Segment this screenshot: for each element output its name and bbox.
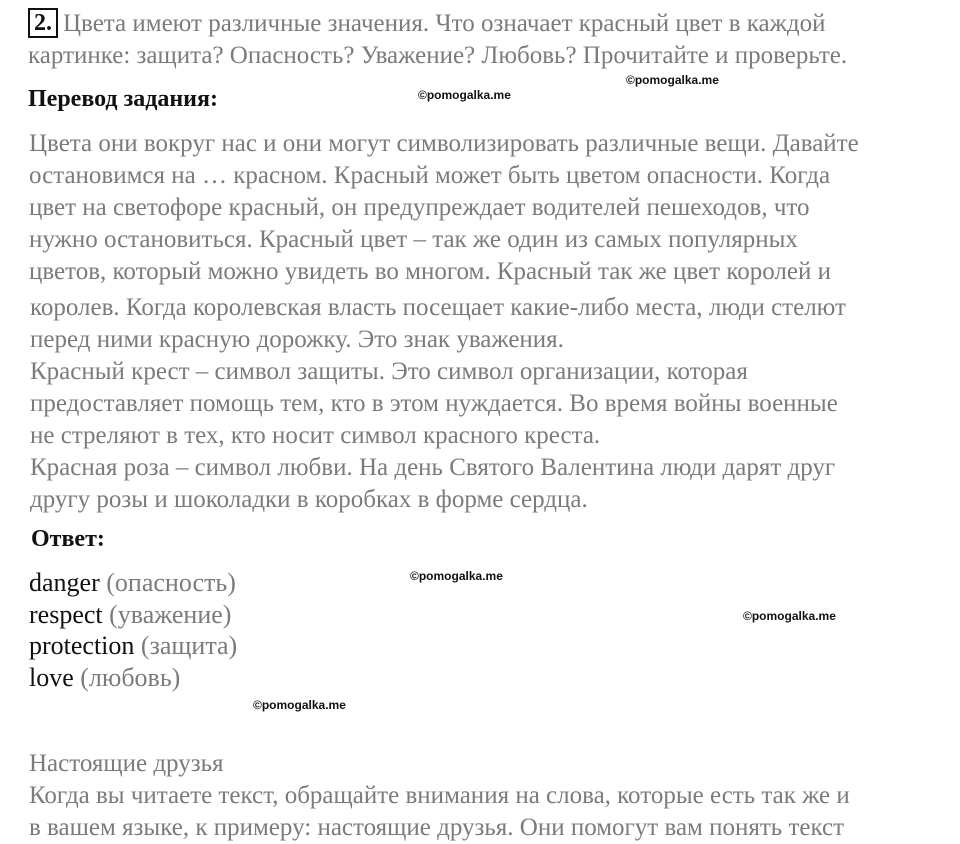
- paragraph-line: цветов, который можно увидеть во многом. Красный так же цвет королей и: [29, 258, 831, 285]
- answer-heading: Ответ:: [31, 526, 105, 552]
- paragraph-line: предоставляет помощь тем, кто в этом нуждается. Во время войны военные: [30, 390, 838, 417]
- paragraph-line: в вашем языке, к примеру: настоящие друзья. Они помогут вам понять текст: [29, 814, 845, 841]
- paragraph-line: Красный крест – символ защиты. Это символ организации, которая: [30, 358, 748, 385]
- answer-russian: (защита): [140, 631, 238, 660]
- answer-russian: (уважение): [109, 599, 232, 629]
- watermark: ©pomogalka.me: [626, 73, 719, 87]
- answer-english: danger: [29, 568, 100, 597]
- answer-list: [29, 567, 237, 693]
- paragraph-line: Красная роза – символ любви. На день Святого Валентина люди дарят друг: [30, 454, 836, 481]
- task-line: картинке: защита? Опасность? Уважение? Любовь? Прочитайте и проверьте.: [28, 42, 848, 69]
- answer-item: [29, 662, 237, 694]
- answer-item: [29, 599, 237, 631]
- answer-english: protection: [29, 631, 135, 660]
- translation-paragraph: [29, 128, 949, 288]
- paragraph-line: не стреляют в тех, кто носит символ красного креста.: [30, 422, 601, 449]
- answer-russian: (опасность): [106, 568, 236, 597]
- paragraph-line: перед ними красную дорожку. Это знак уважения.: [30, 326, 564, 353]
- translation-heading: Перевод задания:: [28, 86, 218, 112]
- paragraph-line: королев. Когда королевская власть посещает какие-либо места, люди стелют: [30, 294, 846, 321]
- task-statement: [28, 8, 948, 72]
- watermark: ©pomogalka.me: [253, 698, 346, 712]
- friends-section: [29, 748, 949, 844]
- paragraph-line: Когда вы читаете текст, обращайте внимания на слова, которые есть так же и: [29, 782, 850, 809]
- answer-english: respect: [29, 599, 103, 629]
- watermark: ©pomogalka.me: [418, 88, 511, 102]
- watermark: ©pomogalka.me: [743, 609, 836, 623]
- answer-item: [29, 630, 237, 662]
- task-number: 2.: [28, 8, 58, 38]
- watermark: ©pomogalka.me: [410, 569, 503, 583]
- answer-russian: (любовь): [80, 662, 181, 692]
- paragraph-line: остановимся на … красном. Красный может быть цветом опасности. Когда: [29, 162, 831, 189]
- translation-paragraph-continued: [30, 292, 950, 516]
- task-line: Цвета имеют различные значения. Что означает красный цвет в каждой: [63, 10, 826, 37]
- paragraph-line: Цвета они вокруг нас и они могут символизировать различные вещи. Давайте: [29, 130, 859, 157]
- friends-title: Настоящие друзья: [29, 750, 224, 777]
- paragraph-line: цвет на светофоре красный, он предупреждает водителей пешеходов, что: [29, 194, 810, 221]
- paragraph-line: нужно остановиться. Красный цвет – так же один из самых популярных: [29, 226, 798, 253]
- paragraph-line: другу розы и шоколадки в коробках в форме сердца.: [30, 486, 588, 513]
- answer-item: [29, 567, 237, 599]
- answer-english: love: [29, 662, 74, 692]
